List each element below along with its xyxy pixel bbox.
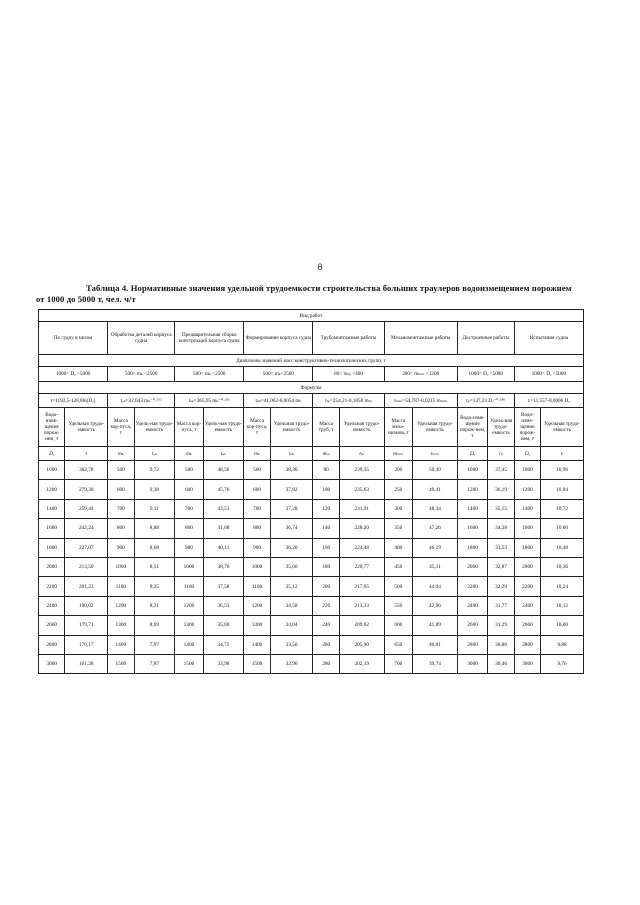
table-row [39,480,584,499]
data-cell: 220 [313,596,339,615]
data-cell: 2400 [514,596,540,615]
data-cell: 36,74 [270,519,313,538]
data-cell: 37,82 [270,480,313,499]
formulas-header: Формулы [39,382,584,394]
data-cell: 1400 [175,635,203,654]
data-cell: 1000 [108,557,134,576]
data-cell: 1400 [244,635,270,654]
data-cell: 1000 [514,461,540,480]
formulas-row [39,394,584,408]
data-cell: 1500 [108,654,134,673]
formula-cell: t=1192,5-128,8ln(Dₒ) [39,394,108,408]
data-cell: 1000 [244,557,270,576]
work-types-header-row [39,310,584,322]
data-cell: 2800 [39,635,65,654]
sub-header: Удельная трудо-емкость [65,408,108,447]
data-cell: 1400 [108,635,134,654]
sub-header: Водо-изме-щение порож-нем, т [457,408,488,447]
sub-header: Удель-ная трудо-емкость [134,408,175,447]
data-cell: 48,56 [203,461,244,480]
sub-header: Удель-ная трудо-емкость [203,408,244,447]
range-cell: 500< mₖ <2500 [108,367,175,382]
data-cell: 2600 [39,616,65,635]
data-cell: 49,41 [413,480,458,499]
data-cell: 35,15 [488,499,514,518]
data-cell: 3000 [39,654,65,673]
labor-intensity-table [38,309,584,674]
data-cell: 279,30 [65,480,108,499]
ranges-header: Диапазоны значений масс конструктивно-технологических групп, т [39,355,584,367]
table-row [39,596,584,615]
data-cell: 2200 [39,577,65,596]
data-cell: 100 [313,480,339,499]
work-types-header: Вид работ [39,310,584,322]
data-cell: 32,87 [488,557,514,576]
sub-header: Масса кор-пуса, т [175,408,203,447]
symbol-cell: mₖ [175,447,203,461]
table-row [39,635,584,654]
data-cell: 10,12 [541,596,584,615]
data-cell: 1200 [39,480,65,499]
data-cell: 35,66 [270,557,313,576]
data-cell: 34,04 [270,616,313,635]
data-cell: 160 [313,538,339,557]
data-cell: 41,89 [413,616,458,635]
data-cell: 1400 [514,499,540,518]
data-cell: 1200 [457,480,488,499]
table-row [39,557,584,576]
data-cell: 10,00 [541,616,584,635]
data-cell: 1800 [514,538,540,557]
data-cell: 900 [175,538,203,557]
range-cell: 1000< Dₒ <5000 [39,367,108,382]
data-cell: 9,88 [541,635,584,654]
data-cell: 45,11 [413,557,458,576]
data-cell: 3000 [457,654,488,673]
data-cell: 1600 [457,519,488,538]
data-cell: 33,53 [488,538,514,557]
data-cell: 300 [384,499,412,518]
data-cell: 8,35 [134,577,175,596]
data-cell: 2000 [39,557,65,576]
data-cell: 34,75 [203,635,244,654]
data-cell: 1200 [108,596,134,615]
data-cell: 120 [313,499,339,518]
group-header: Обработка деталей корпуса судна [108,322,175,355]
data-cell: 2000 [514,557,540,576]
data-cell: 9,38 [134,480,175,499]
data-cell: 242,24 [65,519,108,538]
formula-cell: tₚ=137,23 Dₒ⁻⁰·¹⁸⁶ [457,394,514,408]
ranges-row [39,367,584,382]
data-cell: 1300 [108,616,134,635]
data-cell: 213,50 [65,557,108,576]
data-cell: 10,60 [541,519,584,538]
data-cell: 900 [244,538,270,557]
data-cell: 600 [175,480,203,499]
data-cell: 48,34 [413,499,458,518]
data-cell: 202,19 [339,654,384,673]
symbol-cell: tₜₚ [339,447,384,461]
symbol-cell: Dₒ [39,447,65,461]
data-cell: 650 [384,635,412,654]
sub-header: Водо-изме-щение порож-нем, т [39,408,65,447]
data-cell: 36,20 [270,538,313,557]
symbol-cell: tᵢ [541,447,584,461]
sub-header: Водо-изме-щение порож-нем, т [514,408,540,447]
data-cell: 1500 [244,654,270,673]
data-cell: 9,72 [134,461,175,480]
data-cell: 350 [384,519,412,538]
symbol-cell: tₚ [488,447,514,461]
data-cell: 32,29 [488,577,514,596]
data-cell: 700 [175,499,203,518]
data-cell: 1300 [244,616,270,635]
data-cell: 600 [108,480,134,499]
data-cell: 41,68 [203,519,244,538]
data-cell: 205,90 [339,635,384,654]
table-row [39,519,584,538]
data-cell: 36,19 [488,480,514,499]
data-cell: 140 [313,519,339,538]
data-cell: 2600 [457,616,488,635]
data-cell: 8,68 [134,538,175,557]
data-cell: 250 [384,480,412,499]
data-cell: 32,96 [270,654,313,673]
formula-cell: tₒₖ=32,043 mₖ⁻⁰·¹⁵² [108,394,175,408]
data-cell: 200 [313,577,339,596]
data-cell: 33,98 [203,654,244,673]
data-cell: 213,33 [339,596,384,615]
data-cell: 35,60 [203,616,244,635]
page-number: 8 [317,262,323,272]
table-title [36,283,596,305]
data-cell: 239,35 [339,461,384,480]
symbol-cell: t [65,447,108,461]
data-cell: 700 [384,654,412,673]
data-cell: 1100 [175,577,203,596]
sub-header-row [39,408,584,447]
data-cell: 2200 [514,577,540,596]
data-cell: 800 [175,519,203,538]
table-row [39,577,584,596]
data-cell: 2000 [457,557,488,576]
data-cell: 235,63 [339,480,384,499]
data-cell: 10,24 [541,577,584,596]
data-cell: 38,36 [270,461,313,480]
formula-cell: tₚₖ=41,062-0,0054 mₖ [244,394,313,408]
data-cell: 34,28 [488,519,514,538]
data-cell: 45,76 [203,480,244,499]
range-cell: 500< mₖ <2500 [175,367,244,382]
data-cell: 80 [313,461,339,480]
data-cell: 500 [108,461,134,480]
range-cell: 1000< Dₒ <5000 [514,367,583,382]
data-cell: 50,49 [413,461,458,480]
data-cell: 34,58 [270,596,313,615]
data-cell: 37,58 [203,577,244,596]
data-cell: 2800 [457,635,488,654]
data-cell: 500 [244,461,270,480]
symbols-row [39,447,584,461]
data-cell: 2800 [514,635,540,654]
data-cell: 42,96 [413,596,458,615]
sub-header: Масса труб, т [313,408,339,447]
data-cell: 1200 [175,596,203,615]
data-cell: 37,45 [488,461,514,480]
range-cell: 80< mₜₚ <400 [313,367,384,382]
data-cell: 8,51 [134,557,175,576]
group-header: Предварительная сборка конструкций корпуса судна [175,322,244,355]
data-cell: 1000 [39,461,65,480]
data-cell: 30,46 [488,654,514,673]
data-cell: 180 [313,557,339,576]
data-cell: 10,36 [541,557,584,576]
data-cell: 44,04 [413,577,458,596]
data-cell: 8,88 [134,519,175,538]
data-cell: 600 [384,616,412,635]
group-header: Трубомонтажные работы [313,322,384,355]
data-cell: 1800 [457,538,488,557]
symbol-cell: Dₒ [514,447,540,461]
data-cell: 43,53 [203,499,244,518]
data-cell: 10,72 [541,499,584,518]
data-cell: 1300 [175,616,203,635]
formula-cell: tₜₚ=254,21-0,1858 mₜₚ [313,394,384,408]
data-cell: 240 [313,616,339,635]
data-cell: 10,96 [541,461,584,480]
data-cell: 2400 [39,596,65,615]
data-cell: 280 [313,654,339,673]
table-row [39,499,584,518]
data-cell: 30,86 [488,635,514,654]
formula-cell: tᵢ=11,557-0,0006 Dₒ [514,394,583,408]
group-header: Достроечные работы [457,322,514,355]
range-cell: 200< mₘₘ <1200 [384,367,457,382]
data-cell: 8,09 [134,616,175,635]
data-cell: 1200 [514,480,540,499]
data-cell: 450 [384,557,412,576]
data-cell: 1100 [108,577,134,596]
data-cell: 1100 [244,577,270,596]
data-cell: 260 [313,635,339,654]
ranges-header-row [39,355,584,367]
data-cell: 39,74 [413,654,458,673]
data-cell: 9,76 [541,654,584,673]
sub-header: Масса меха-низмов, т [384,408,412,447]
data-cell: 1400 [39,499,65,518]
sub-header: Удель-ная трудо-емкость [488,408,514,447]
data-cell: 1500 [175,654,203,673]
data-cell: 7,87 [134,654,175,673]
formula-cell: tₘₘ=54,787-0,0215 mₘₘ [384,394,457,408]
data-cell: 38,76 [203,557,244,576]
group-header: Формирование корпуса судна [244,322,313,355]
symbol-cell: tₛₖ [203,447,244,461]
data-cell: 33,50 [270,635,313,654]
symbol-cell: mₘₘ [384,447,412,461]
data-cell: 500 [175,461,203,480]
data-cell: 224,48 [339,538,384,557]
data-cell: 500 [384,577,412,596]
data-cell: 1800 [39,538,65,557]
data-cell: 228,20 [339,519,384,538]
data-cell: 259,44 [65,499,108,518]
data-cell: 35,12 [270,577,313,596]
data-cell: 31,77 [488,596,514,615]
data-cell: 31,29 [488,616,514,635]
data-cell: 1600 [39,519,65,538]
data-cell: 36,53 [203,596,244,615]
data-cell: 46,19 [413,538,458,557]
data-cell: 9,11 [134,499,175,518]
data-cell: 179,71 [65,616,108,635]
table-row [39,654,584,673]
formula-cell: tₛₖ=365,95 mₖ⁻⁰·³²⁶ [175,394,244,408]
data-cell: 10,48 [541,538,584,557]
range-cell: 1000< Dₒ <5000 [457,367,514,382]
sub-header: Удельная трудо-емкость [413,408,458,447]
sub-header: Удельная трудо-емкость [270,408,313,447]
symbol-cell: tₒₖ [134,447,175,461]
table-row [39,461,584,480]
data-cell: 1000 [457,461,488,480]
data-cell: 302,78 [65,461,108,480]
symbol-cell: mₖ [244,447,270,461]
symbol-cell: tₘₘ [413,447,458,461]
table-title-line-2: от 1000 до 5000 т, чел. ч/т [36,294,136,304]
data-cell: 190,02 [65,596,108,615]
data-cell: 2600 [514,616,540,635]
data-cell: 201,23 [65,577,108,596]
data-cell: 1600 [514,519,540,538]
data-cell: 161,28 [65,654,108,673]
data-cell: 170,17 [65,635,108,654]
symbol-cell: mₜₚ [313,447,339,461]
data-cell: 40,11 [203,538,244,557]
data-cell: 800 [108,519,134,538]
data-cell: 700 [244,499,270,518]
table-title-line-1: Таблица 4. Нормативные значения удельной трудоемкости строительства больших траулеров водоизмещением порожнем [86,283,572,293]
data-cell: 800 [244,519,270,538]
group-header-row [39,322,584,355]
data-cell: 47,26 [413,519,458,538]
data-cell: 217,05 [339,577,384,596]
data-cell: 900 [108,538,134,557]
range-cell: 500< mₖ<2500 [244,367,313,382]
sub-header: Масса кор-пуса, т [244,408,270,447]
sub-header: Удельная трудо-емкость [541,408,584,447]
sub-header: Масса кор-пуса, т [108,408,134,447]
data-cell: 8,21 [134,596,175,615]
symbol-cell: mₖ [108,447,134,461]
data-cell: 600 [244,480,270,499]
symbol-cell: Dₒ [457,447,488,461]
data-cell: 1000 [175,557,203,576]
formulas-header-row [39,382,584,394]
data-cell: 10,84 [541,480,584,499]
sub-header: Удельная трудо-емкость [339,408,384,447]
table-row [39,538,584,557]
data-cell: 2400 [457,596,488,615]
data-cell: 1200 [244,596,270,615]
data-cell: 220,77 [339,557,384,576]
symbol-cell: tₚₖ [270,447,313,461]
data-cell: 550 [384,596,412,615]
data-cell: 37,28 [270,499,313,518]
data-cell: 231,91 [339,499,384,518]
table-row [39,616,584,635]
data-cell: 227,07 [65,538,108,557]
data-cell: 2200 [457,577,488,596]
group-header: По судну в целом [39,322,108,355]
data-cell: 200 [384,461,412,480]
data-cell: 7,97 [134,635,175,654]
group-header: Испытания судна [514,322,583,355]
data-cell: 700 [108,499,134,518]
group-header: Механомонтажные работы [384,322,457,355]
data-cell: 1400 [457,499,488,518]
data-cell: 40,81 [413,635,458,654]
data-cell: 400 [384,538,412,557]
data-cell: 209,62 [339,616,384,635]
data-cell: 3000 [514,654,540,673]
